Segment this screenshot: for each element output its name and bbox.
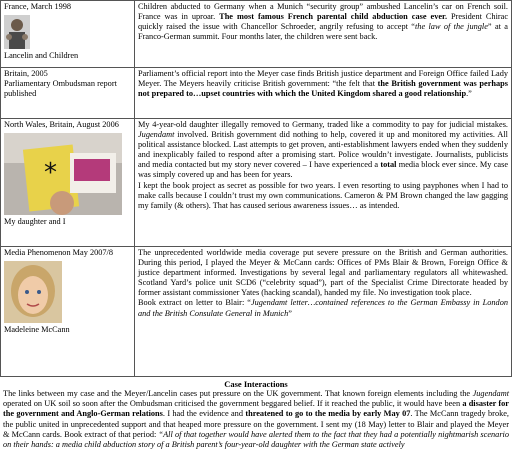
madeleine-photo	[4, 261, 62, 323]
lancelin-photo	[4, 15, 30, 49]
row-label: Britain, 2005	[4, 69, 48, 78]
photo-caption: Lancelin and Children	[4, 51, 79, 61]
text-run: ” at a Franco-German summit. Four months later, the children were sent back.	[138, 22, 508, 42]
text-run: operated on UK soil so soon after the Ombudsman criticised the government beggared belief. If it reached the public, it would have been	[3, 399, 463, 409]
text-run: My 4-year-old daughter illegally removed to Germany, traded like a commodity to pay for judicial mistakes.	[138, 120, 508, 129]
interactions-text	[0, 389, 512, 450]
text-run: total	[380, 160, 397, 170]
text-run: President Chirac quickly raised the issue with Chancellor Schroeder, angrily refusing to accept “	[138, 12, 508, 32]
text-run: threatened to go to the media by early May 07	[245, 409, 411, 419]
text-run: Jugendamt	[138, 130, 175, 140]
row-label: Media Phenomenon May 2007/8	[4, 248, 113, 257]
text-run: The unprecedented worldwide media coverage put severe pressure on the British and German authorities. During this period, I played the Meyer & McCann cards: Offices of PMs Blair & Brown, Foreign Office & justice department informed. Investigations by several legal and parliamentary regulators all whitewashed. Scotland Yard’s police unit SCD6 (“celebrity squad”), part of the Specialist Crime Directorate headed by former assistant commissioner Yates (hacking scandal), handed my file. No investigation took place.	[138, 248, 508, 298]
row-label-cell	[1, 247, 135, 377]
table-row-north-wales	[1, 119, 512, 247]
text-run: The most famous French parental child abduction case ever.	[219, 12, 448, 22]
row-label: North Wales, Britain, August 2006	[4, 120, 119, 129]
text-run: Jugendamt letter…contained references to the German Embassy in London and the British Consulate General in Munich	[138, 298, 508, 318]
text-run: Jugendamt	[472, 389, 509, 398]
text-run: Children abducted to Germany when a Munich “security group” ambushed Lancelin’s car on French soil. France was in uproar.	[138, 2, 508, 22]
row-text	[138, 248, 508, 319]
row-text	[138, 120, 508, 211]
text-run: the British government was perhaps not prepared to…upset countries with which the United Kingdom shared a good relationship	[138, 79, 508, 99]
text-run: the law of the jungle	[414, 22, 488, 32]
text-run: “All of that together would have alerted them to the fact that they had a potentially nightmarish scenario on their hands: a media child abduction story of a British parent’s four-year-old daughter with the German state actively	[3, 429, 509, 450]
row-text-cell	[135, 119, 512, 247]
row-text-cell	[135, 1, 512, 68]
row-text-cell	[135, 247, 512, 377]
row-label-cell	[1, 1, 135, 68]
table-row-britain	[1, 68, 512, 119]
text-run: . The McCann tragedy broke, the public united in unprecedented support and that heaped more pressure on the government. I sent my (18 May) letter to Blair and played the Meyer & McCann cards. Book extract of that period:	[3, 409, 509, 439]
text-run: ”	[288, 308, 292, 318]
table-row-media	[1, 247, 512, 377]
text-run: Parliament’s official report into the Meyer case finds British justice department and Foreign Office failed Lady Meyer. The Meyers heavily criticise British government: “the felt that	[138, 69, 508, 89]
svg-text:*: *	[44, 158, 57, 189]
text-run: involved. British government did nothing to help, covered it up and monitored my activities. All political assistance blocked. Last attempts to get proven, anti-establishment lawyers ended when they suddenly and inexplicably failed to respond after a promising start. Police wouldn’t investigate. Journalists, publicists and media contacted but my story never covered – I have experienced a	[138, 130, 508, 170]
text-run: a disaster for the government and Anglo-German relations	[3, 399, 509, 419]
row-text-cell	[135, 68, 512, 119]
text-run: .”	[466, 89, 472, 99]
row-text	[138, 2, 508, 42]
text-run: Book extract on letter to Blair: “	[138, 298, 251, 308]
photo-caption: Madeleine McCann	[4, 325, 70, 335]
text-run: media block ever since. My case was simply covered up and has been for years.	[138, 160, 508, 180]
row-label: France, March 1998	[4, 2, 72, 11]
row-label-cell	[1, 119, 135, 247]
text-run: The links between my case and the Meyer/Lancelin cases put pressure on the UK government. That known foreign elements including the	[3, 389, 473, 398]
text-run: . I had the evidence and	[162, 409, 246, 419]
row-sublabel: Parliamentary Ombudsman report published	[4, 79, 117, 99]
photo-caption: My daughter and I	[4, 217, 66, 227]
father-daughter-photo	[4, 133, 122, 215]
table-row-france	[1, 1, 512, 68]
row-text	[138, 69, 508, 99]
text-run: I kept the book project as secret as possible for two years. I even resorting to using payphones when I had to make calls because I couldn’t trust my own communications. Cameron & PM Brown changed the law gagging my family (& others). That has caused serious awareness issues… as intended.	[138, 180, 508, 210]
section-title: Case Interactions	[224, 379, 288, 389]
row-label-cell	[1, 68, 135, 119]
